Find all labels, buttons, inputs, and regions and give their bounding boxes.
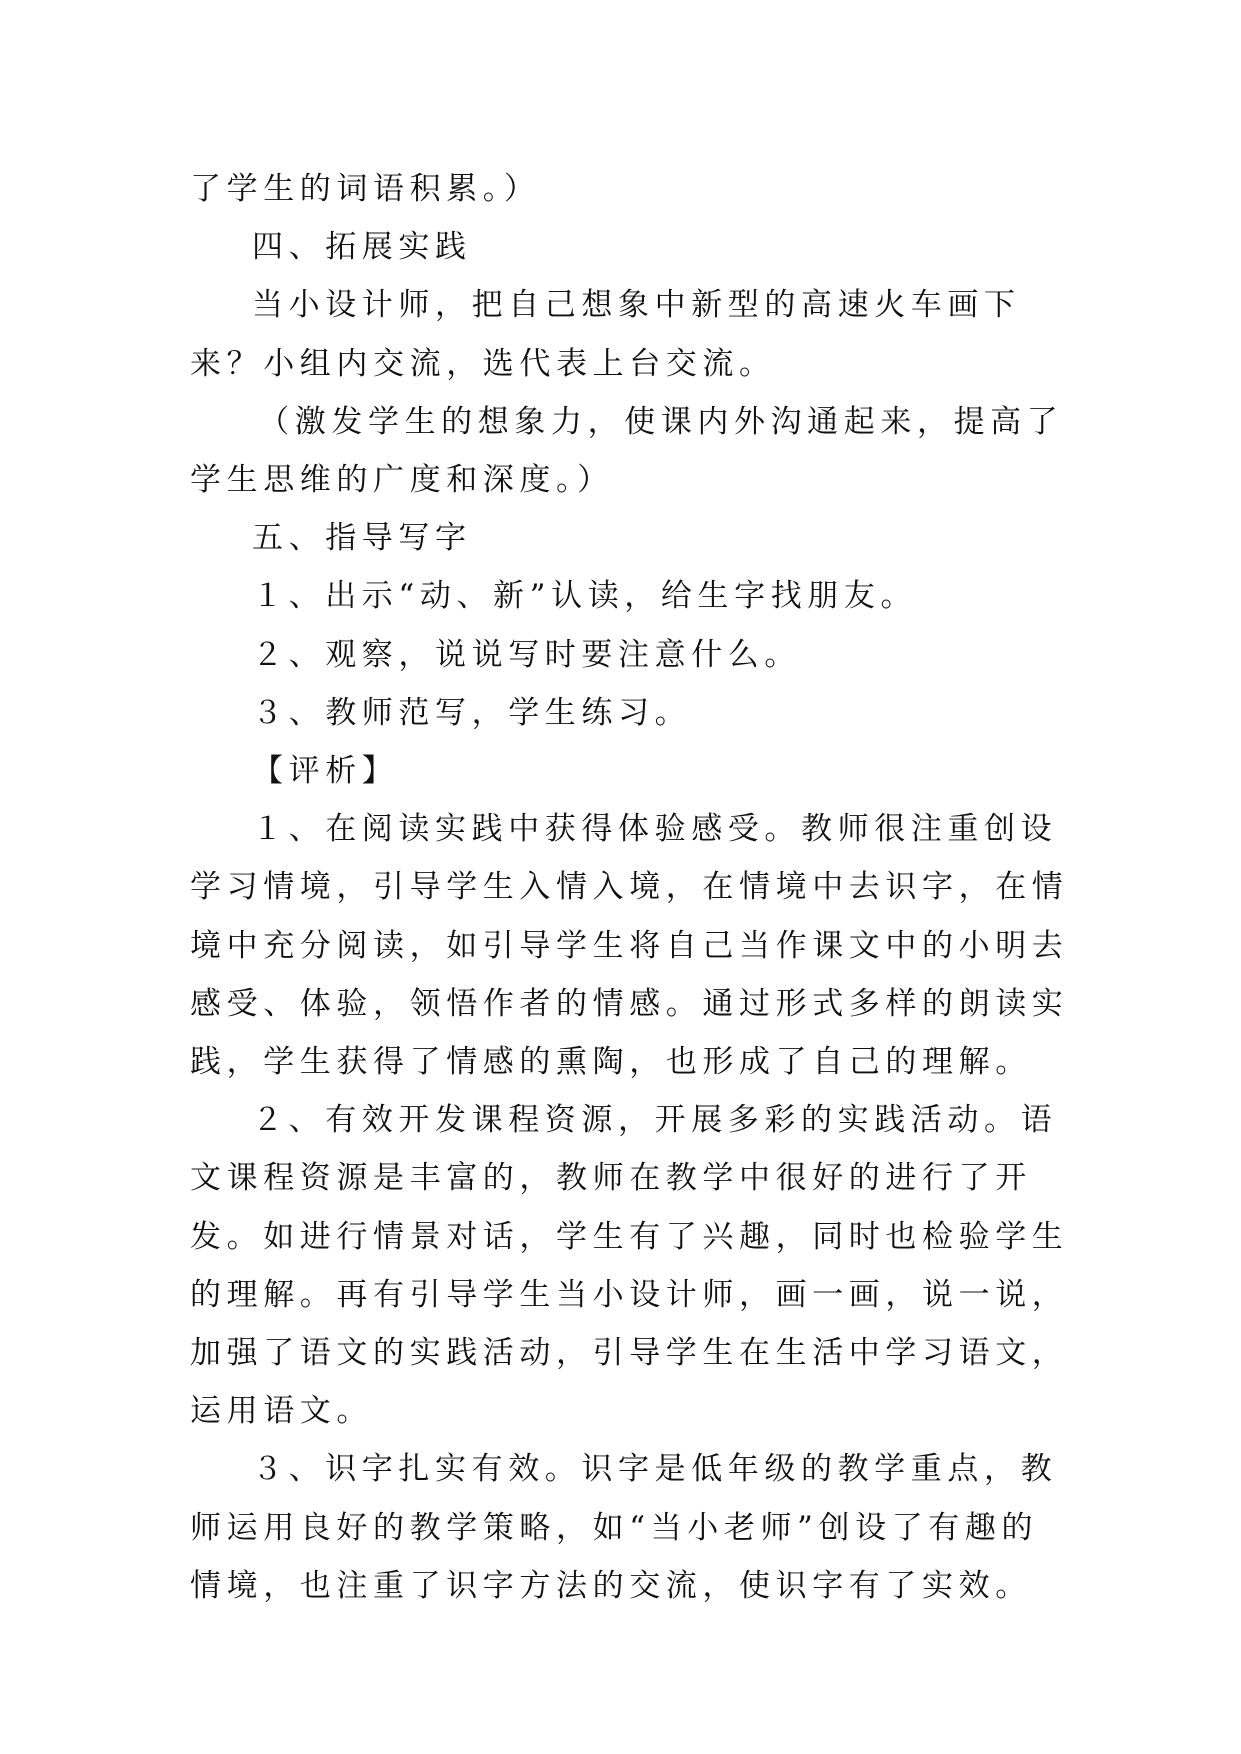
list-item-writing-3: ３、教师范写，学生练习。 <box>252 694 692 731</box>
analysis-item-2: ２、有效开发课程资源，开展多彩的实践活动。语文课程资源是丰富的，教师在教学中很好的进行了开发。如进行情景对话，学生有了兴趣，同时也检验学生的理解。再有引导学生当小设计师，画一画，说一说，加强了语文的实践活动，引导学生在生活中学习语文，运用语文。 <box>190 1102 1069 1430</box>
analysis-item-3: ３、识字扎实有效。识字是低年级的教学重点，教师运用良好的教学策略，如“当小老师”创设了有趣的情境，也注重了识字方法的交流，使识字有了实效。 <box>190 1451 1058 1604</box>
analysis-item-1: １、在阅读实践中获得体验感受。教师很注重创设学习情境，引导学生入情入境，在情境中去识字，在情境中充分阅读，如引导学生将自己当作课文中的小明去感受、体验，领悟作者的情感。通过形式多样的朗读实践，学生获得了情感的熏陶，也形成了自己的理解。 <box>190 811 1069 1081</box>
paragraph-designer-task: 当小设计师，把自己想象中新型的高速火车画下来？小组内交流，选代表上台交流。 <box>190 287 1021 382</box>
section-heading-analysis: 【评析】 <box>252 753 399 790</box>
paragraph-imagination-note: （激发学生的想象力，使课内外沟通起来，提高了学生思维的广度和深度。） <box>190 403 1064 499</box>
list-item-writing-2: ２、观察，说说写时要注意什么。 <box>252 636 801 673</box>
paragraph-continuation: 了学生的词语积累。） <box>190 171 541 207</box>
document-page <box>190 160 1070 1615</box>
list-item-writing-1: １、出示“动、新”认读，给生字找朋友。 <box>252 578 918 615</box>
section-heading-writing-guidance: 五、指导写字 <box>252 520 472 557</box>
section-heading-extension-practice: 四、拓展实践 <box>252 229 472 266</box>
